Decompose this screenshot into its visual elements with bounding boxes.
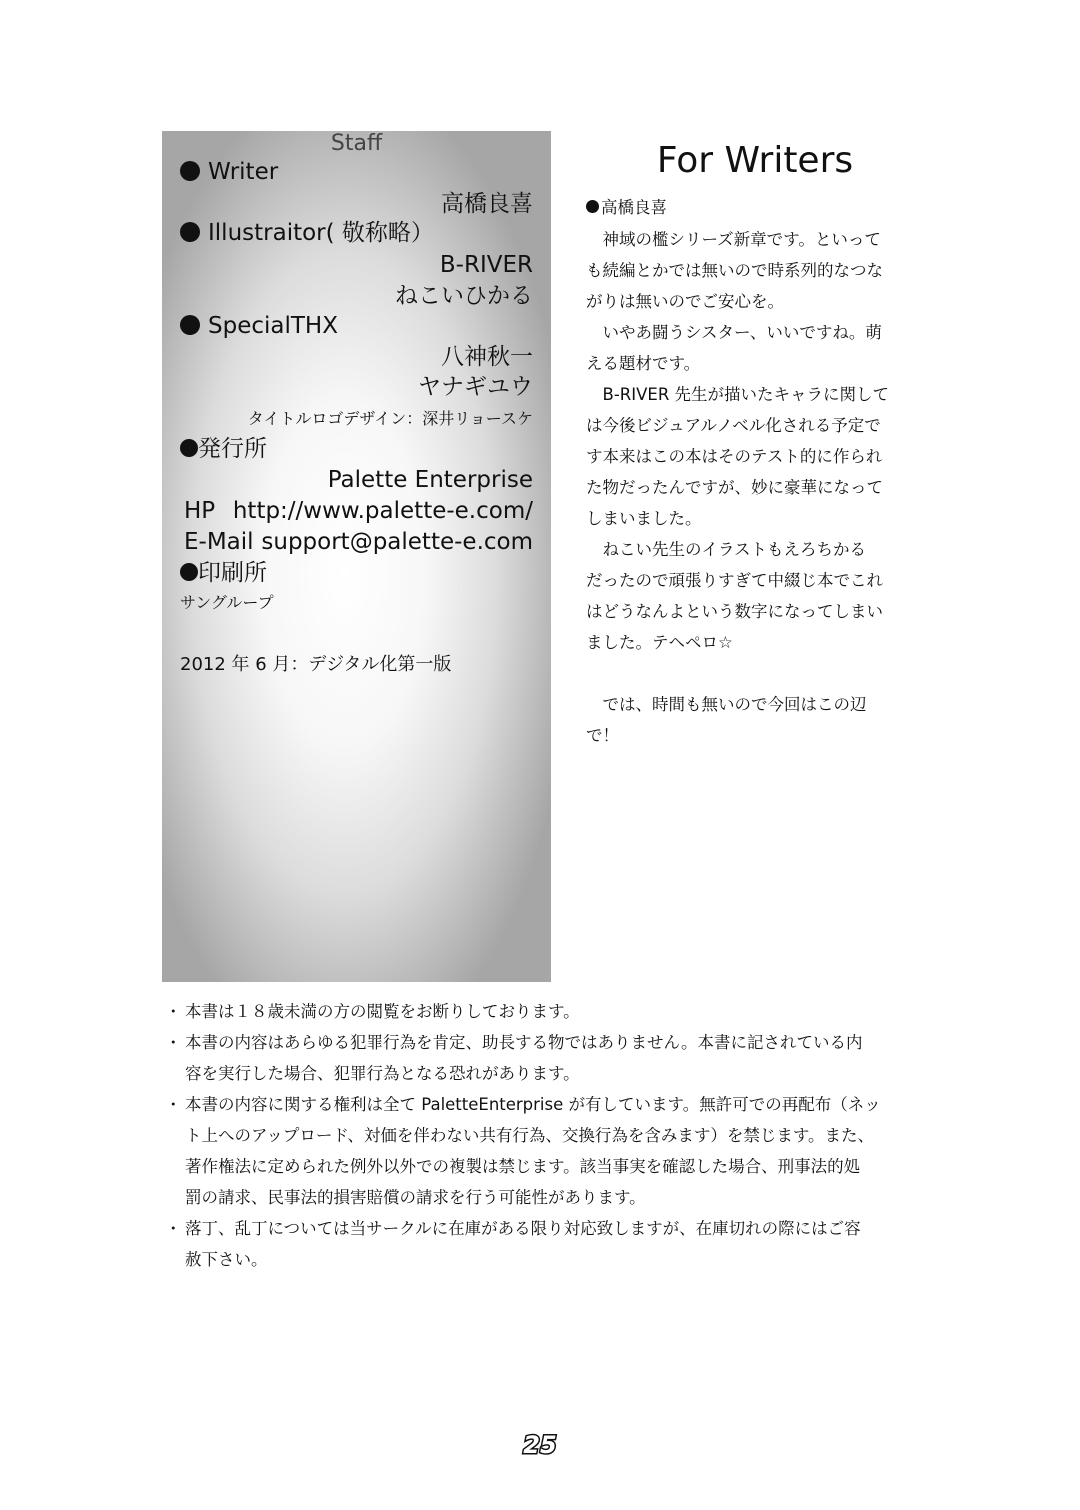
bullet-icon <box>180 563 198 581</box>
hp-label: HP <box>184 498 216 524</box>
printer-name: サングループ <box>180 593 274 612</box>
bullet-icon <box>180 161 200 181</box>
staff-title: Staff <box>330 131 383 156</box>
writers-message-line: で！ <box>586 726 619 745</box>
writers-message-line: 神域の檻シリーズ新章です。といって <box>586 230 881 249</box>
note-line: 容を実行した場合、犯罪行為となる恐れがあります。 <box>185 1064 580 1083</box>
writers-message-line: しまいました。 <box>586 509 702 528</box>
writers-author: 高橋良喜 <box>586 200 936 217</box>
email-value: support@palette-e.com <box>261 529 533 555</box>
writers-message-line: はどうなんよという数字になってしまい <box>586 602 883 621</box>
note-bullet: ・ <box>165 1095 182 1114</box>
edition-info: 2012 年 6 月：デジタル化第一版 <box>180 654 452 675</box>
note-line: 本書の内容はあらゆる犯罪行為を肯定、助長する物ではありません。本書に記されている内 <box>185 1033 863 1052</box>
email-label: E-Mail <box>184 529 254 555</box>
hp-url: http://www.palette-e.com/ <box>232 498 533 524</box>
writers-message-line: いやあ闘うシスター、いいですね。萌 <box>586 323 882 342</box>
note-line: 本書の内容に関する権利は全て PaletteEnterprise が有しています。無許可での再配布（ネッ <box>185 1095 881 1114</box>
writers-message-line: す本来はこの本はそのテスト的に作られ <box>586 447 883 466</box>
note-bullet: ・ <box>165 1002 182 1021</box>
writers-message-line: も続編とかでは無いので時系列的なつな <box>586 261 883 280</box>
illustrator-heading: Illustraitor( 敬称略） <box>180 222 434 245</box>
note-line: ト上へのアップロード、対価を伴わない共有行為、交換行為を含みます）を禁じます。また、 <box>185 1126 875 1145</box>
illustrator-name-2: ねこいひかる <box>395 283 533 309</box>
writers-message-line: がりは無いのでご安心を。 <box>586 292 784 311</box>
bullet-icon <box>586 200 599 213</box>
bullet-icon <box>180 439 198 457</box>
special-thanks-name-1: 八神秋一 <box>441 344 533 370</box>
staff-panel <box>162 131 551 982</box>
writers-message-line: ました。テヘペロ☆ <box>586 633 733 652</box>
printer-heading: 印刷所 <box>180 562 267 585</box>
writers-message-line: は今後ビジュアルノベル化される予定で <box>586 416 881 435</box>
note-line: 落丁、乱丁については当サークルに在庫がある限り対応致しますが、在庫切れの際にはご容 <box>185 1219 861 1238</box>
page-number-text: 25 <box>523 1431 557 1459</box>
logo-design-credit: タイトルロゴデザイン：深井リョースケ <box>247 409 533 428</box>
page-number-badge <box>521 1431 559 1459</box>
writers-message-line: える題材です。 <box>586 354 701 373</box>
note-line: 罰の請求、民事法的損害賠償の請求を行う可能性があります。 <box>185 1188 646 1207</box>
writer-name: 高橋良喜 <box>441 191 533 217</box>
note-line: 赦下さい。 <box>185 1250 268 1269</box>
writer-heading: Writer <box>180 161 278 184</box>
writers-title: For Writers <box>656 140 854 181</box>
special-thanks-name-2: ヤナギユウ <box>418 374 533 400</box>
bullet-icon <box>180 222 200 242</box>
bullet-icon <box>180 315 200 335</box>
publisher-name: Palette Enterprise <box>327 467 533 493</box>
writers-message-line: た物だったんですが、妙に豪華になって <box>586 478 883 497</box>
writers-message-line: だったので頑張りすぎて中綴じ本でこれ <box>586 571 883 590</box>
special-thanks-heading: SpecialTHX <box>180 315 338 338</box>
note-bullet: ・ <box>165 1033 182 1052</box>
note-line: 本書は１８歳未満の方の閲覧をお断りしております。 <box>185 1002 580 1021</box>
publisher-heading: 発行所 <box>180 438 267 461</box>
writers-message-line: B-RIVER 先生が描いたキャラに関して <box>586 385 890 404</box>
writers-message-line: ねこい先生のイラストもえろちかる <box>586 540 867 559</box>
illustrator-name-1: B-RIVER <box>439 252 533 278</box>
writers-message-line: では、時間も無いので今回はこの辺 <box>586 695 867 714</box>
page-number <box>521 1431 559 1459</box>
note-line: 著作権法に定められた例外以外での複製は禁じます。該当事実を確認した場合、刑事法的処 <box>185 1157 861 1176</box>
note-bullet: ・ <box>165 1219 182 1238</box>
